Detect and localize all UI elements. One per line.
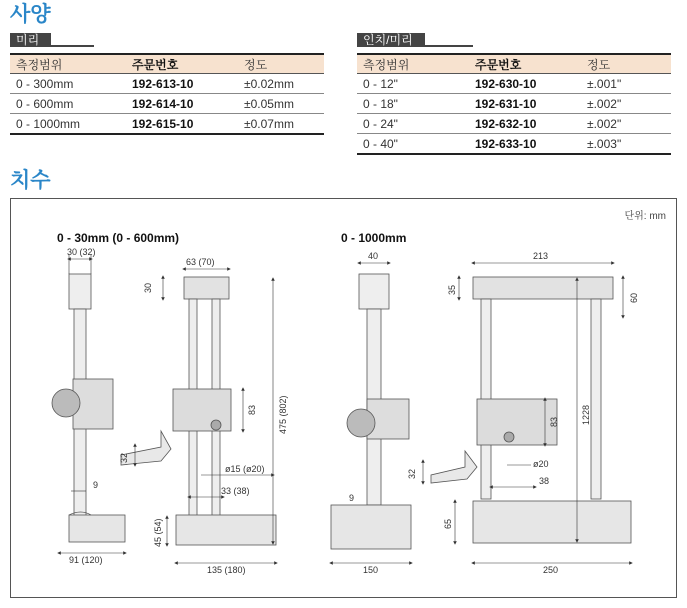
dim-left-base-depth: 135 (180) xyxy=(207,565,246,575)
dim-left-diameter: ø15 (ø20) xyxy=(225,464,265,474)
header-range: 측정범위 xyxy=(10,54,126,74)
inch-tab-label: 인치/미리 xyxy=(357,33,425,47)
header-order-no: 주문번호 xyxy=(469,54,581,74)
dim-right-base-height: 65 xyxy=(443,518,453,529)
spec-title: 사양 xyxy=(10,3,51,26)
header-order-no: 주문번호 xyxy=(126,54,238,74)
cell-order-no: 192-615-10 xyxy=(126,114,238,135)
cell-accuracy: ±.002" xyxy=(581,114,671,134)
dim-left-top-width: 30 (32) xyxy=(67,247,96,257)
table-row xyxy=(357,114,671,134)
cell-accuracy: ±.002" xyxy=(581,94,671,114)
dim-right-offset: 9 xyxy=(349,493,355,503)
table-row xyxy=(357,134,671,155)
dim-left-head-height: 30 xyxy=(143,282,153,293)
cell-order-no: 192-632-10 xyxy=(469,114,581,134)
inch-tab xyxy=(357,33,473,47)
header-accuracy: 정도 xyxy=(581,54,671,74)
dim-right-span: 213 xyxy=(533,251,549,261)
header-accuracy: 정도 xyxy=(238,54,324,74)
left-side-view xyxy=(52,274,125,542)
inch-spec-table xyxy=(357,53,671,155)
dim-right-total-height: 1228 xyxy=(581,404,591,425)
cell-accuracy: ±0.05mm xyxy=(238,94,324,114)
cell-range: 0 - 40" xyxy=(357,134,469,155)
dim-right-diameter: ø20 xyxy=(533,459,549,469)
cell-order-no: 192-614-10 xyxy=(126,94,238,114)
cell-order-no: 192-631-10 xyxy=(469,94,581,114)
cell-range: 0 - 1000mm xyxy=(10,114,126,135)
table-row xyxy=(357,94,671,114)
dim-left-reach: 33 (38) xyxy=(221,486,250,496)
table-row xyxy=(10,114,324,135)
cell-order-no: 192-633-10 xyxy=(469,134,581,155)
dim-left-base-width: 91 (120) xyxy=(69,555,103,565)
dim-right-base-depth: 250 xyxy=(543,565,559,575)
table-row xyxy=(10,74,324,94)
right-side-view xyxy=(331,274,411,549)
dim-left-total-height: 475 (802) xyxy=(278,395,288,434)
right-front-view xyxy=(431,277,631,543)
dimension-drawing xyxy=(11,199,676,597)
unit-note: 단위: mm xyxy=(624,211,666,222)
dim-right-reach: 38 xyxy=(539,476,550,486)
dim-right-scribe-height: 32 xyxy=(407,468,417,479)
header-range: 측정범위 xyxy=(357,54,469,74)
inch-tab-rule xyxy=(425,45,473,47)
cell-accuracy: ±.001" xyxy=(581,74,671,94)
cell-range: 0 - 24" xyxy=(357,114,469,134)
dimension-drawing-box xyxy=(10,198,677,598)
metric-tab-rule xyxy=(51,45,94,47)
cell-range: 0 - 300mm xyxy=(10,74,126,94)
cell-order-no: 192-613-10 xyxy=(126,74,238,94)
dim-left-display-height: 83 xyxy=(247,404,257,415)
dim-right-top-width: 40 xyxy=(368,251,379,261)
table-row xyxy=(10,94,324,114)
dim-right-head-height: 35 xyxy=(447,284,457,295)
dim-left-head-width: 63 (70) xyxy=(186,257,215,267)
dim-right-base-width: 150 xyxy=(363,565,379,575)
right-caption: 0 - 1000mm xyxy=(341,231,407,245)
cell-range: 0 - 12" xyxy=(357,74,469,94)
table-row xyxy=(357,74,671,94)
inch-header-row xyxy=(357,54,671,74)
metric-spec-table xyxy=(10,53,324,135)
left-caption: 0 - 30mm (0 - 600mm) xyxy=(57,231,180,245)
cell-accuracy: ±0.02mm xyxy=(238,74,324,94)
dim-left-base-height: 45 (54) xyxy=(153,518,163,547)
cell-accuracy: ±0.07mm xyxy=(238,114,324,135)
dim-left-offset: 9 xyxy=(93,480,99,490)
cell-range: 0 - 18" xyxy=(357,94,469,114)
dimensions-title: 치수 xyxy=(10,169,51,192)
dim-right-display-height: 83 xyxy=(549,416,559,427)
dim-left-scribe-height: 32 xyxy=(119,452,129,463)
cell-range: 0 - 600mm xyxy=(10,94,126,114)
cell-order-no: 192-630-10 xyxy=(469,74,581,94)
dim-right-head-height-2: 60 xyxy=(629,292,639,303)
metric-tab xyxy=(10,33,94,47)
cell-accuracy: ±.003" xyxy=(581,134,671,155)
metric-tab-label: 미리 xyxy=(10,33,51,47)
metric-header-row xyxy=(10,54,324,74)
